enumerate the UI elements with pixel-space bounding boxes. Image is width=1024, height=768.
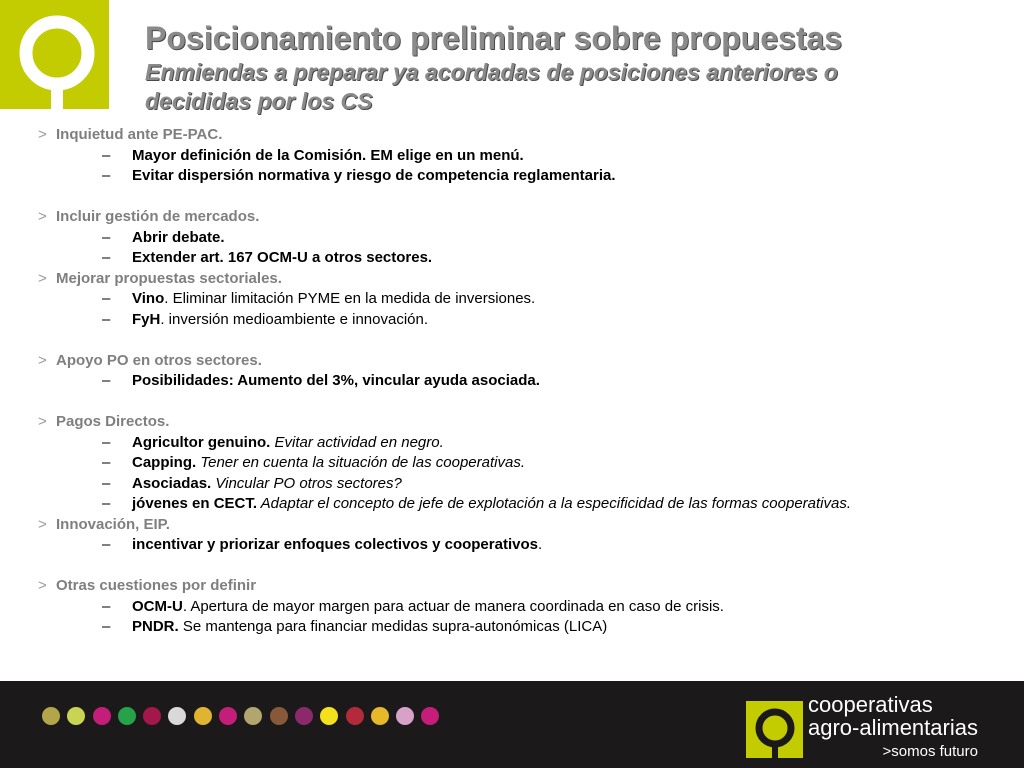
bullet-heading — [38, 576, 1008, 597]
color-dot — [244, 707, 262, 725]
color-dot — [219, 707, 237, 725]
bullet-marker: > — [38, 208, 47, 225]
page-subtitle-line-1: Enmiendas a preparar ya acordadas de posiciones anteriores o — [145, 59, 838, 85]
dash-marker: – — [102, 433, 111, 451]
sub-item-detail-text: . Apertura de mayor margen para actuar de manera coordinada en caso de crisis. — [182, 597, 724, 615]
sub-item-detail-text: Evitar actividad en negro. — [270, 433, 444, 451]
dash-marker: – — [102, 454, 111, 471]
sub-item — [38, 289, 1008, 310]
brand-text — [808, 693, 978, 762]
sub-item-detail-text: Adaptar el concepto de jefe de explotación a la especificidad de las formas cooperativas. — [257, 495, 852, 512]
page-title: Posicionamiento preliminar sobre propuestas — [145, 20, 843, 56]
bullet-marker: > — [38, 269, 47, 287]
sub-item-detail-text: . inversión medioambiente e innovación. — [160, 310, 428, 328]
dash-marker: – — [102, 310, 111, 328]
bullet-heading — [38, 269, 1008, 290]
brand-slogan: >somos futuro — [882, 743, 978, 760]
color-dots — [42, 707, 439, 725]
bullet-heading-text: Inquietud ante PE-PAC. — [56, 126, 223, 143]
sub-item — [38, 166, 1008, 187]
footer-logo — [746, 701, 803, 758]
sub-item — [38, 617, 1008, 638]
dash-marker: – — [102, 290, 111, 307]
sub-item-bold-text: Mayor definición de la Comisión. EM elige en un menú. — [132, 146, 524, 164]
sub-item — [38, 310, 1008, 331]
spacer — [38, 330, 1008, 351]
sub-item-bold-text: jóvenes en CECT. — [132, 495, 258, 512]
sub-item — [38, 248, 1008, 269]
bullet-marker: > — [38, 577, 47, 594]
sub-item-detail-text: Vincular PO otros sectores? — [211, 474, 402, 492]
color-dot — [93, 707, 111, 725]
sub-item — [38, 228, 1008, 249]
bullet-heading-text: Innovación, EIP. — [56, 515, 170, 533]
footer — [0, 681, 1024, 768]
bullet-marker: > — [38, 515, 47, 533]
content-list — [38, 125, 1008, 638]
color-dot — [396, 707, 414, 725]
sub-item-bold-text: Capping. — [132, 454, 197, 471]
brand-line-1: cooperativas — [808, 692, 933, 717]
sub-item-bold-text: Extender art. 167 OCM-U a otros sectores. — [132, 249, 433, 266]
page-subtitle-line-2: decididas por los CS — [145, 88, 373, 114]
sub-item — [38, 494, 1008, 515]
sub-item-detail-text: Se mantenga para financiar medidas supra-autonómicas (LICA) — [178, 618, 608, 635]
dash-marker: – — [102, 597, 111, 615]
logo-top — [0, 0, 109, 109]
sub-item-bold-text: Evitar dispersión normativa y riesgo de competencia reglamentaria. — [132, 167, 616, 184]
sub-item — [38, 474, 1008, 495]
sub-item-bold-text: Vino — [132, 290, 165, 307]
bullet-heading-text: Otras cuestiones por definir — [56, 577, 257, 594]
sub-item-bold-text: Abrir debate. — [132, 228, 225, 246]
color-dot — [194, 707, 212, 725]
spacer — [38, 187, 1008, 208]
sub-item-detail-text: . — [537, 536, 543, 553]
sub-item — [38, 535, 1008, 556]
bullet-marker: > — [38, 126, 47, 143]
color-dot — [295, 707, 313, 725]
sub-item-bold-text: incentivar y priorizar enfoques colectivos y cooperativos — [132, 536, 538, 553]
sub-item — [38, 597, 1008, 618]
bullet-heading-text: Incluir gestión de mercados. — [56, 208, 260, 225]
sub-item-detail-text: Tener en cuenta la situación de las cooperativas. — [196, 454, 525, 471]
sub-item — [38, 371, 1008, 392]
bullet-heading-text: Apoyo PO en otros sectores. — [56, 351, 262, 369]
dash-marker: – — [102, 618, 111, 635]
spacer — [38, 556, 1008, 577]
bullet-marker: > — [38, 351, 47, 369]
cooperativas-logo-small-icon — [746, 701, 803, 758]
color-dot — [67, 707, 85, 725]
bullet-heading — [38, 515, 1008, 536]
bullet-heading — [38, 351, 1008, 372]
bullet-heading-text: Pagos Directos. — [56, 413, 170, 430]
sub-item-bold-text: Posibilidades: Aumento del 3%, vincular ayuda asociada. — [132, 372, 540, 389]
sub-item — [38, 433, 1008, 454]
sub-item-bold-text: FyH — [132, 310, 161, 328]
cooperativas-logo-icon — [0, 0, 109, 109]
dash-marker: – — [102, 536, 111, 553]
dash-marker: – — [102, 249, 111, 266]
color-dot — [118, 707, 136, 725]
sub-item — [38, 146, 1008, 167]
color-dot — [320, 707, 338, 725]
dash-marker: – — [102, 146, 111, 164]
color-dot — [421, 707, 439, 725]
color-dot — [270, 707, 288, 725]
dash-marker: – — [102, 372, 111, 389]
brand-line-2: agro-alimentarias — [808, 715, 978, 740]
sub-item-bold-text: PNDR. — [132, 618, 179, 635]
color-dot — [42, 707, 60, 725]
color-dot — [346, 707, 364, 725]
sub-item-detail-text: . Eliminar limitación PYME en la medida de inversiones. — [164, 290, 536, 307]
bullet-heading — [38, 125, 1008, 146]
color-dot — [143, 707, 161, 725]
bullet-heading — [38, 207, 1008, 228]
dash-marker: – — [102, 228, 111, 246]
dash-marker: – — [102, 495, 111, 512]
bullet-heading — [38, 412, 1008, 433]
color-dot — [168, 707, 186, 725]
sub-item-bold-text: Asociadas. — [132, 474, 212, 492]
bullet-marker: > — [38, 413, 47, 430]
sub-item-bold-text: OCM-U — [132, 597, 183, 615]
spacer — [38, 392, 1008, 413]
sub-item — [38, 453, 1008, 474]
sub-item-bold-text: Agricultor genuino. — [132, 433, 271, 451]
color-dot — [371, 707, 389, 725]
dash-marker: – — [102, 474, 111, 492]
title-block — [145, 18, 1005, 116]
dash-marker: – — [102, 167, 111, 184]
bullet-heading-text: Mejorar propuestas sectoriales. — [56, 269, 282, 287]
